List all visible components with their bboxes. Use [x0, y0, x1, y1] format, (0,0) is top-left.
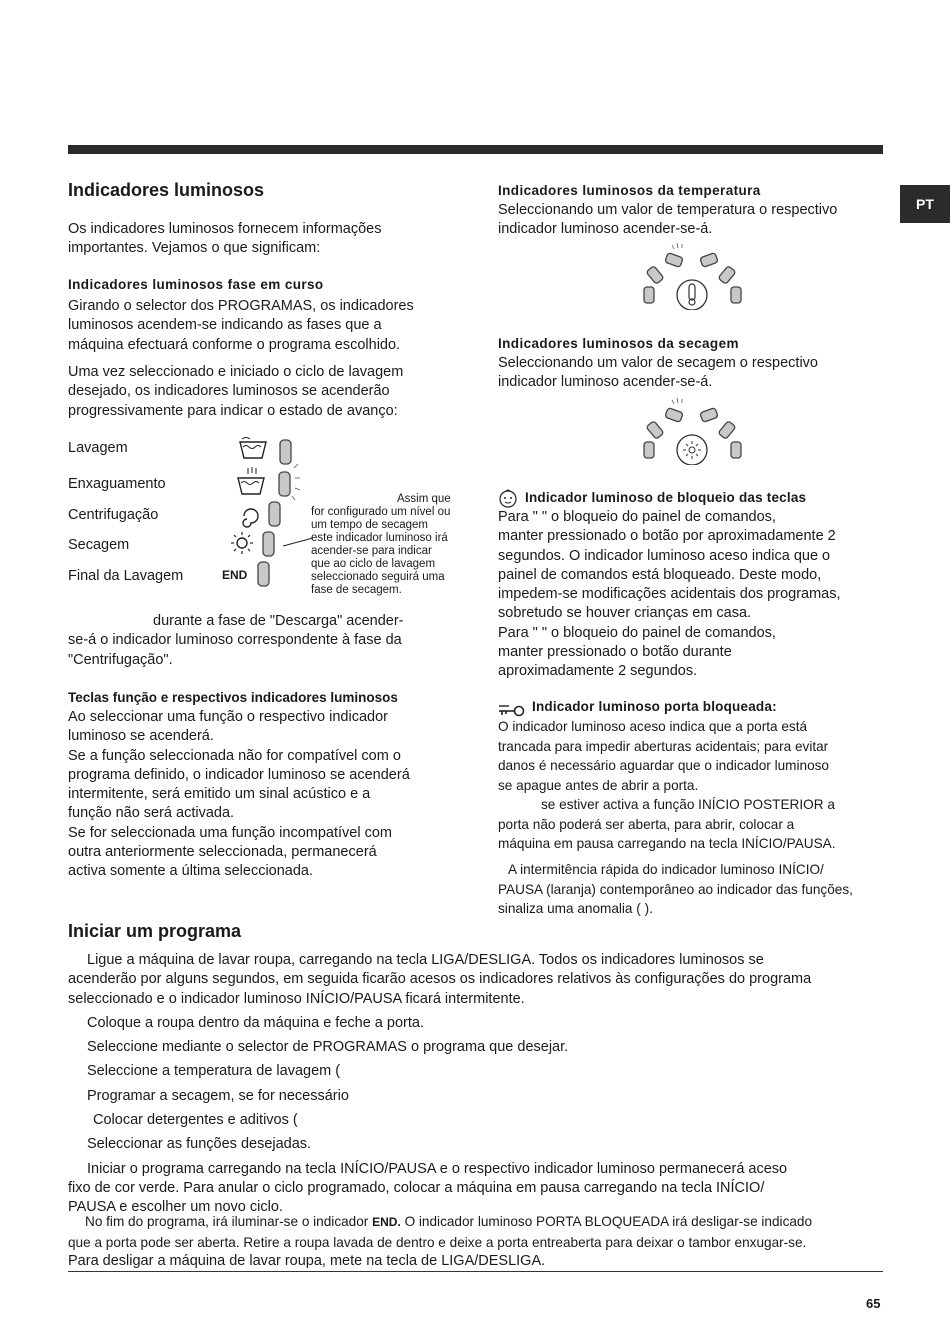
end-of-program-text: No fim do programa, irá iluminar-se o indicador END. O indicador luminoso PORTA BLOQUEADA irá desligar-se indicado que a porta pode ser aberta. Retire a roupa lavada de dentro e deixe a porta entreaberta para deixar o tambor enxugar-se. Para desligar a máquina de lavar roupa, mete na tecla de LIGA/DESLIGA. [68, 1214, 813, 1269]
dry-led [263, 532, 274, 556]
phase-label-dry: Secagem [68, 537, 130, 553]
top-rule [68, 145, 883, 154]
temperature-text: Seleccionando um valor de temperatura o respectivo indicador luminoso acender-se-á. [498, 202, 838, 238]
temperature-led-diagram [636, 240, 748, 310]
spin-led [269, 502, 280, 526]
drying-text: Seleccionando um valor de secagem o respectivo indicador luminoso acender-se-á. [498, 355, 818, 391]
language-tab: PT [900, 185, 950, 223]
phase-text: Girando o selector dos PROGRAMAS, os indicadores luminosos acendem-se indicando as fases que a máquina efectuará conforme o programa escolhido. [68, 298, 414, 353]
start-title: Iniciar um programa [68, 921, 242, 941]
section-title: Indicadores luminosos [68, 180, 265, 200]
drying-led-diagram [636, 395, 748, 465]
drain-text: durante a fase de "Descarga" acender- se-á o indicador luminoso correspondente à fase da "Centrifugação". [68, 613, 404, 668]
temperature-heading: Indicadores luminosos da temperatura [498, 183, 761, 198]
function-heading: Teclas função e respectivos indicadores luminosos [68, 690, 398, 705]
phase-label-spin: Centrifugação [68, 507, 159, 523]
callout-line [282, 530, 314, 548]
intro-text: Os indicadores luminosos fornecem informações importantes. Vejamos o que significam: [68, 221, 382, 257]
rinse-icon [238, 467, 264, 494]
child-lock-icon [497, 488, 519, 508]
child-lock-text: Para " " o bloqueio do painel de comandos, manter pressionado o botão por aproximadamente 2 segundos. O indicador luminoso aceso indica que o painel de comandos está bloqueado. Deste modo, impedem-se modificações acidentais dos programas, sobretudo se houver crianças em casa. Para " " o bloqueio do painel de comandos, manter pressionado o botão durante aproximadamente 2 segundos. [498, 509, 841, 680]
phase-label-wash: Lavagem [68, 440, 128, 456]
anomaly-text: A intermitência rápida do indicador luminoso INÍCIO/ PAUSA (laranja) contemporâneo ao indicador das funções, sinaliza uma anomalia ( ). [498, 862, 853, 916]
drying-heading: Indicadores luminosos da secagem [498, 336, 739, 351]
door-lock-text: O indicador luminoso aceso indica que a porta está trancada para impedir aberturas acidentais; para evitar danos é necessário aguardar que o indicador luminoso se apague antes de abrir a porta. se estiver activa a função INÍCIO POSTERIOR a porta não poderá ser aberta, para abrir, colocar a máquina em pausa carregando na tecla INÍCIO/PAUSA. [498, 719, 836, 851]
phase-label-rinse: Enxaguamento [68, 476, 166, 492]
end-led [258, 562, 269, 586]
end-label: END [222, 568, 248, 582]
door-lock-heading: Indicador luminoso porta bloqueada: [532, 699, 777, 714]
function-text: Ao seleccionar uma função o respectivo indicador luminoso se acenderá. Se a função seleccionada não for compatível com o programa definido, o indicador luminoso se acenderá intermitente, será emitido um sinal acústico e a função não será activada. Se for seleccionada uma função incompatível com outra anteriormente seleccionada, permanecerá activa somente a última seleccionada. [68, 709, 410, 880]
phase-label-end: Final da Lavagem [68, 568, 184, 584]
wash-icon [240, 438, 266, 459]
sun-icon [677, 435, 707, 465]
rinse-led [279, 472, 290, 496]
page-number: 65 [866, 1296, 881, 1311]
bottom-rule [68, 1271, 883, 1272]
wash-led [280, 440, 291, 464]
cycle-text: Uma vez seleccionado e iniciado o ciclo de lavagem desejado, os indicadores luminosos se acenderão progressivamente para indicar o estado de avanço: [68, 364, 404, 419]
dry-icon [231, 532, 253, 554]
door-lock-key-icon [497, 703, 527, 717]
spin-icon [243, 509, 258, 527]
dry-note: Assim que for configurado um nível ou um tempo de secagem este indicador luminoso irá acender-se para indicar que ao ciclo de lavagem seleccionado seguirá uma fase de secagem. [311, 493, 451, 596]
child-lock-heading: Indicador luminoso de bloqueio das teclas [525, 490, 807, 505]
phase-heading: Indicadores luminosos fase em curso [68, 277, 324, 292]
start-steps: Ligue a máquina de lavar roupa, carregando na tecla LIGA/DESLIGA. Todos os indicadores luminosos se acenderão por alguns segundos, em seguida ficarão acesos os indicadores relativos às configurações do programa seleccionado e o indicador luminoso INÍCIO/PAUSA ficará intermitente. Coloque a roupa dentro da máquina e feche a porta. Seleccione mediante o selector de PROGRAMAS o programa que desejar. Seleccione a temperatura de lavagem ( Programar a secagem, se for necessário Colocar detergentes e aditivos ( Seleccionar as funções desejadas. Iniciar o programa carregando na tecla INÍCIO/PAUSA e o respectivo indicador luminoso permanecerá aceso fixo de cor verde. Para anular o ciclo programado, colocar a máquina em pausa carregando na tecla INÍCIO/ PAUSA e escolher um novo ciclo. [68, 952, 812, 1216]
